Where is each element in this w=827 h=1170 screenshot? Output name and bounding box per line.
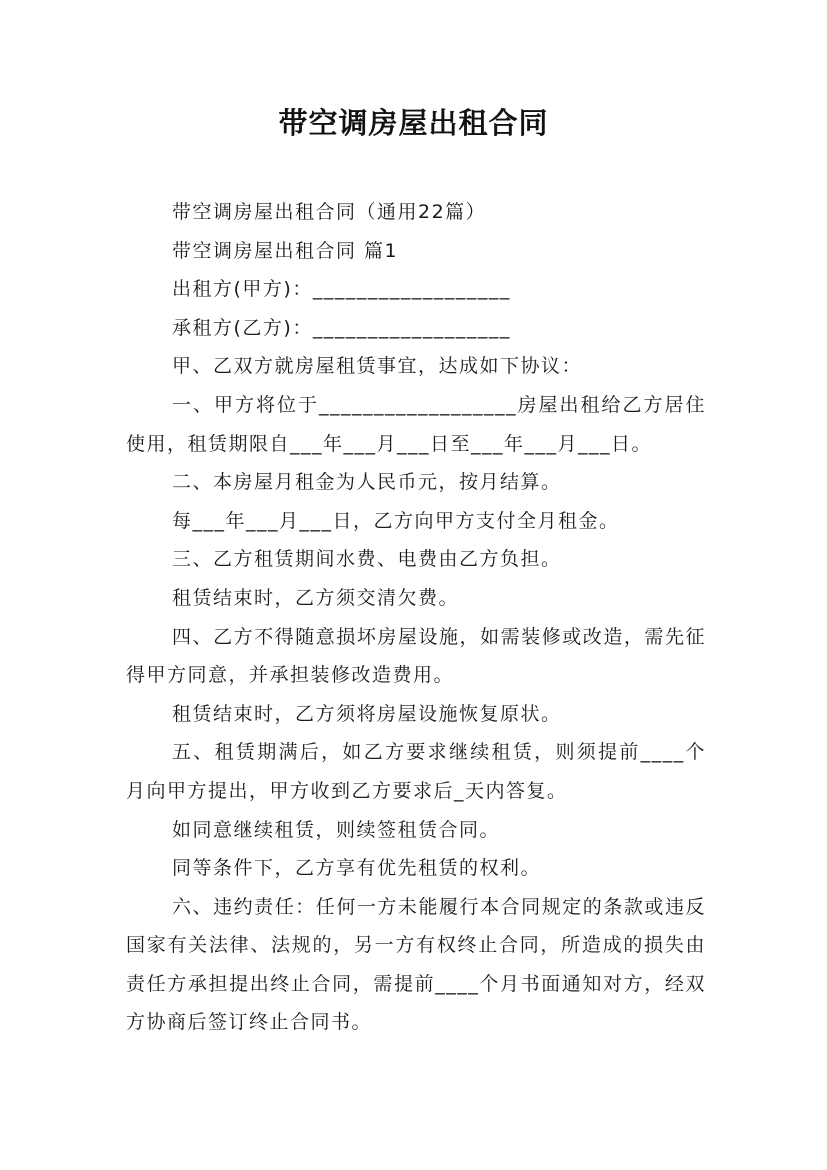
lessee-line: 承租方(乙方)：__________________ bbox=[172, 316, 511, 339]
clause-5: 五、租赁期满后，如乙方要求继续租赁，则须提前____个月向甲方提出，甲方收到乙方要求后_天内答复。 bbox=[126, 741, 706, 802]
clause-2: 二、本房屋月租金为人民币元，按月结算。 bbox=[172, 471, 562, 494]
clause-5-priority: 同等条件下，乙方享有优先租赁的权利。 bbox=[172, 857, 542, 880]
clause-5-renewal: 如同意继续租赁，则续签租赁合同。 bbox=[172, 818, 501, 841]
document-title: 带空调房屋出租合同 bbox=[278, 106, 549, 140]
lessor-line: 出租方(甲方)：__________________ bbox=[172, 278, 511, 301]
agreement-intro: 甲、乙双方就房屋租赁事宜，达成如下协议： bbox=[172, 355, 583, 378]
clause-3: 三、乙方租赁期间水费、电费由乙方负担。 bbox=[172, 548, 562, 571]
clause-2-payment: 每___年___月___日，乙方向甲方支付全月租金。 bbox=[172, 509, 620, 532]
clause-4-restore: 租赁结束时，乙方须将房屋设施恢复原状。 bbox=[172, 702, 562, 725]
clause-1: 一、甲方将位于__________________房屋出租给乙方居住使用，租赁期限自___年___月___日至___年___月___日。 bbox=[126, 393, 706, 455]
document-body bbox=[126, 193, 706, 1042]
clause-3-settlement: 租赁结束时，乙方须交清欠费。 bbox=[172, 586, 460, 609]
section-heading: 带空调房屋出租合同 篇1 bbox=[172, 239, 399, 262]
clause-4: 四、乙方不得随意损坏房屋设施，如需装修或改造，需先征得甲方同意，并承担装修改造费用。 bbox=[126, 625, 706, 687]
document-subtitle: 带空调房屋出租合同（通用22篇） bbox=[172, 201, 487, 223]
clause-6: 六、违约责任：任何一方未能履行本合同规定的条款或违反国家有关法律、法规的，另一方有权终止合同，所造成的损失由责任方承担提出终止合同，需提前____个月书面通知对方，经双方协商后签订终止合同书。 bbox=[126, 895, 706, 1034]
